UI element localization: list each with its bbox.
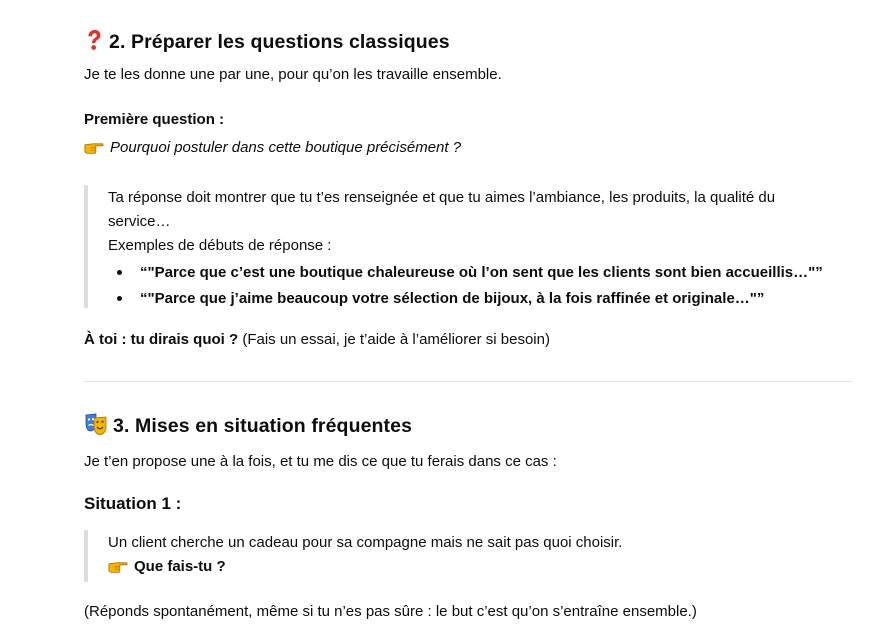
quote-bar: [84, 530, 88, 582]
section-2-prompt: [84, 328, 550, 352]
examples-label: Exemples de débuts de réponse :: [108, 237, 332, 254]
section-2-title: 2. Préparer les questions classiques: [109, 31, 450, 53]
quote-line-2: service…: [108, 213, 171, 230]
red-question-mark-icon: [84, 29, 104, 51]
example-item-1: “"Parce que c’est une boutique chaleureuse où l’on sent que les clients sont bien accueillis…"”: [140, 264, 823, 281]
first-question-label: Première question :: [84, 111, 225, 128]
situation-title: Situation 1 :: [84, 494, 182, 513]
prompt-bold: À toi : tu dirais quoi ?: [84, 331, 239, 348]
section-divider: [84, 381, 852, 382]
prompt-rest: (Fais un essai, je t’aide à l’améliorer si besoin): [238, 331, 550, 348]
pointing-hand-icon: [84, 140, 104, 154]
section-2-intro: Je te les donne une par une, pour qu’on les travaille ensemble.: [84, 66, 502, 83]
pointing-hand-icon: [108, 559, 128, 573]
section-2-heading: [84, 29, 450, 54]
situation-text: Un client cherche un cadeau pour sa compagne mais ne sait pas quoi choisir.: [108, 534, 623, 551]
list-bullet: [117, 270, 122, 275]
quote-bar: [84, 185, 88, 308]
section-3-heading: [84, 412, 412, 438]
section-3-intro: Je t’en propose une à la fois, et tu me dis ce que tu ferais dans ce cas :: [84, 453, 557, 470]
section-3-footer: (Réponds spontanément, même si tu n’es pas sûre : le but c’est qu’on s’entraîne ensemble.): [84, 603, 697, 620]
example-item-2: “"Parce que j’aime beaucoup votre sélection de bijoux, à la fois raffinée et originale…"”: [140, 290, 765, 307]
theater-masks-icon: [84, 412, 108, 436]
section-3-title: 3. Mises en situation fréquentes: [113, 415, 413, 437]
first-question: [84, 136, 461, 160]
first-question-text: Pourquoi postuler dans cette boutique précisément ?: [110, 139, 462, 156]
situation-question: [108, 555, 226, 579]
list-bullet: [117, 296, 122, 301]
situation-question-text: Que fais-tu ?: [134, 558, 226, 575]
quote-line-1: Ta réponse doit montrer que tu t’es renseignée et que tu aimes l’ambiance, les produits, la qualité du: [108, 189, 776, 206]
